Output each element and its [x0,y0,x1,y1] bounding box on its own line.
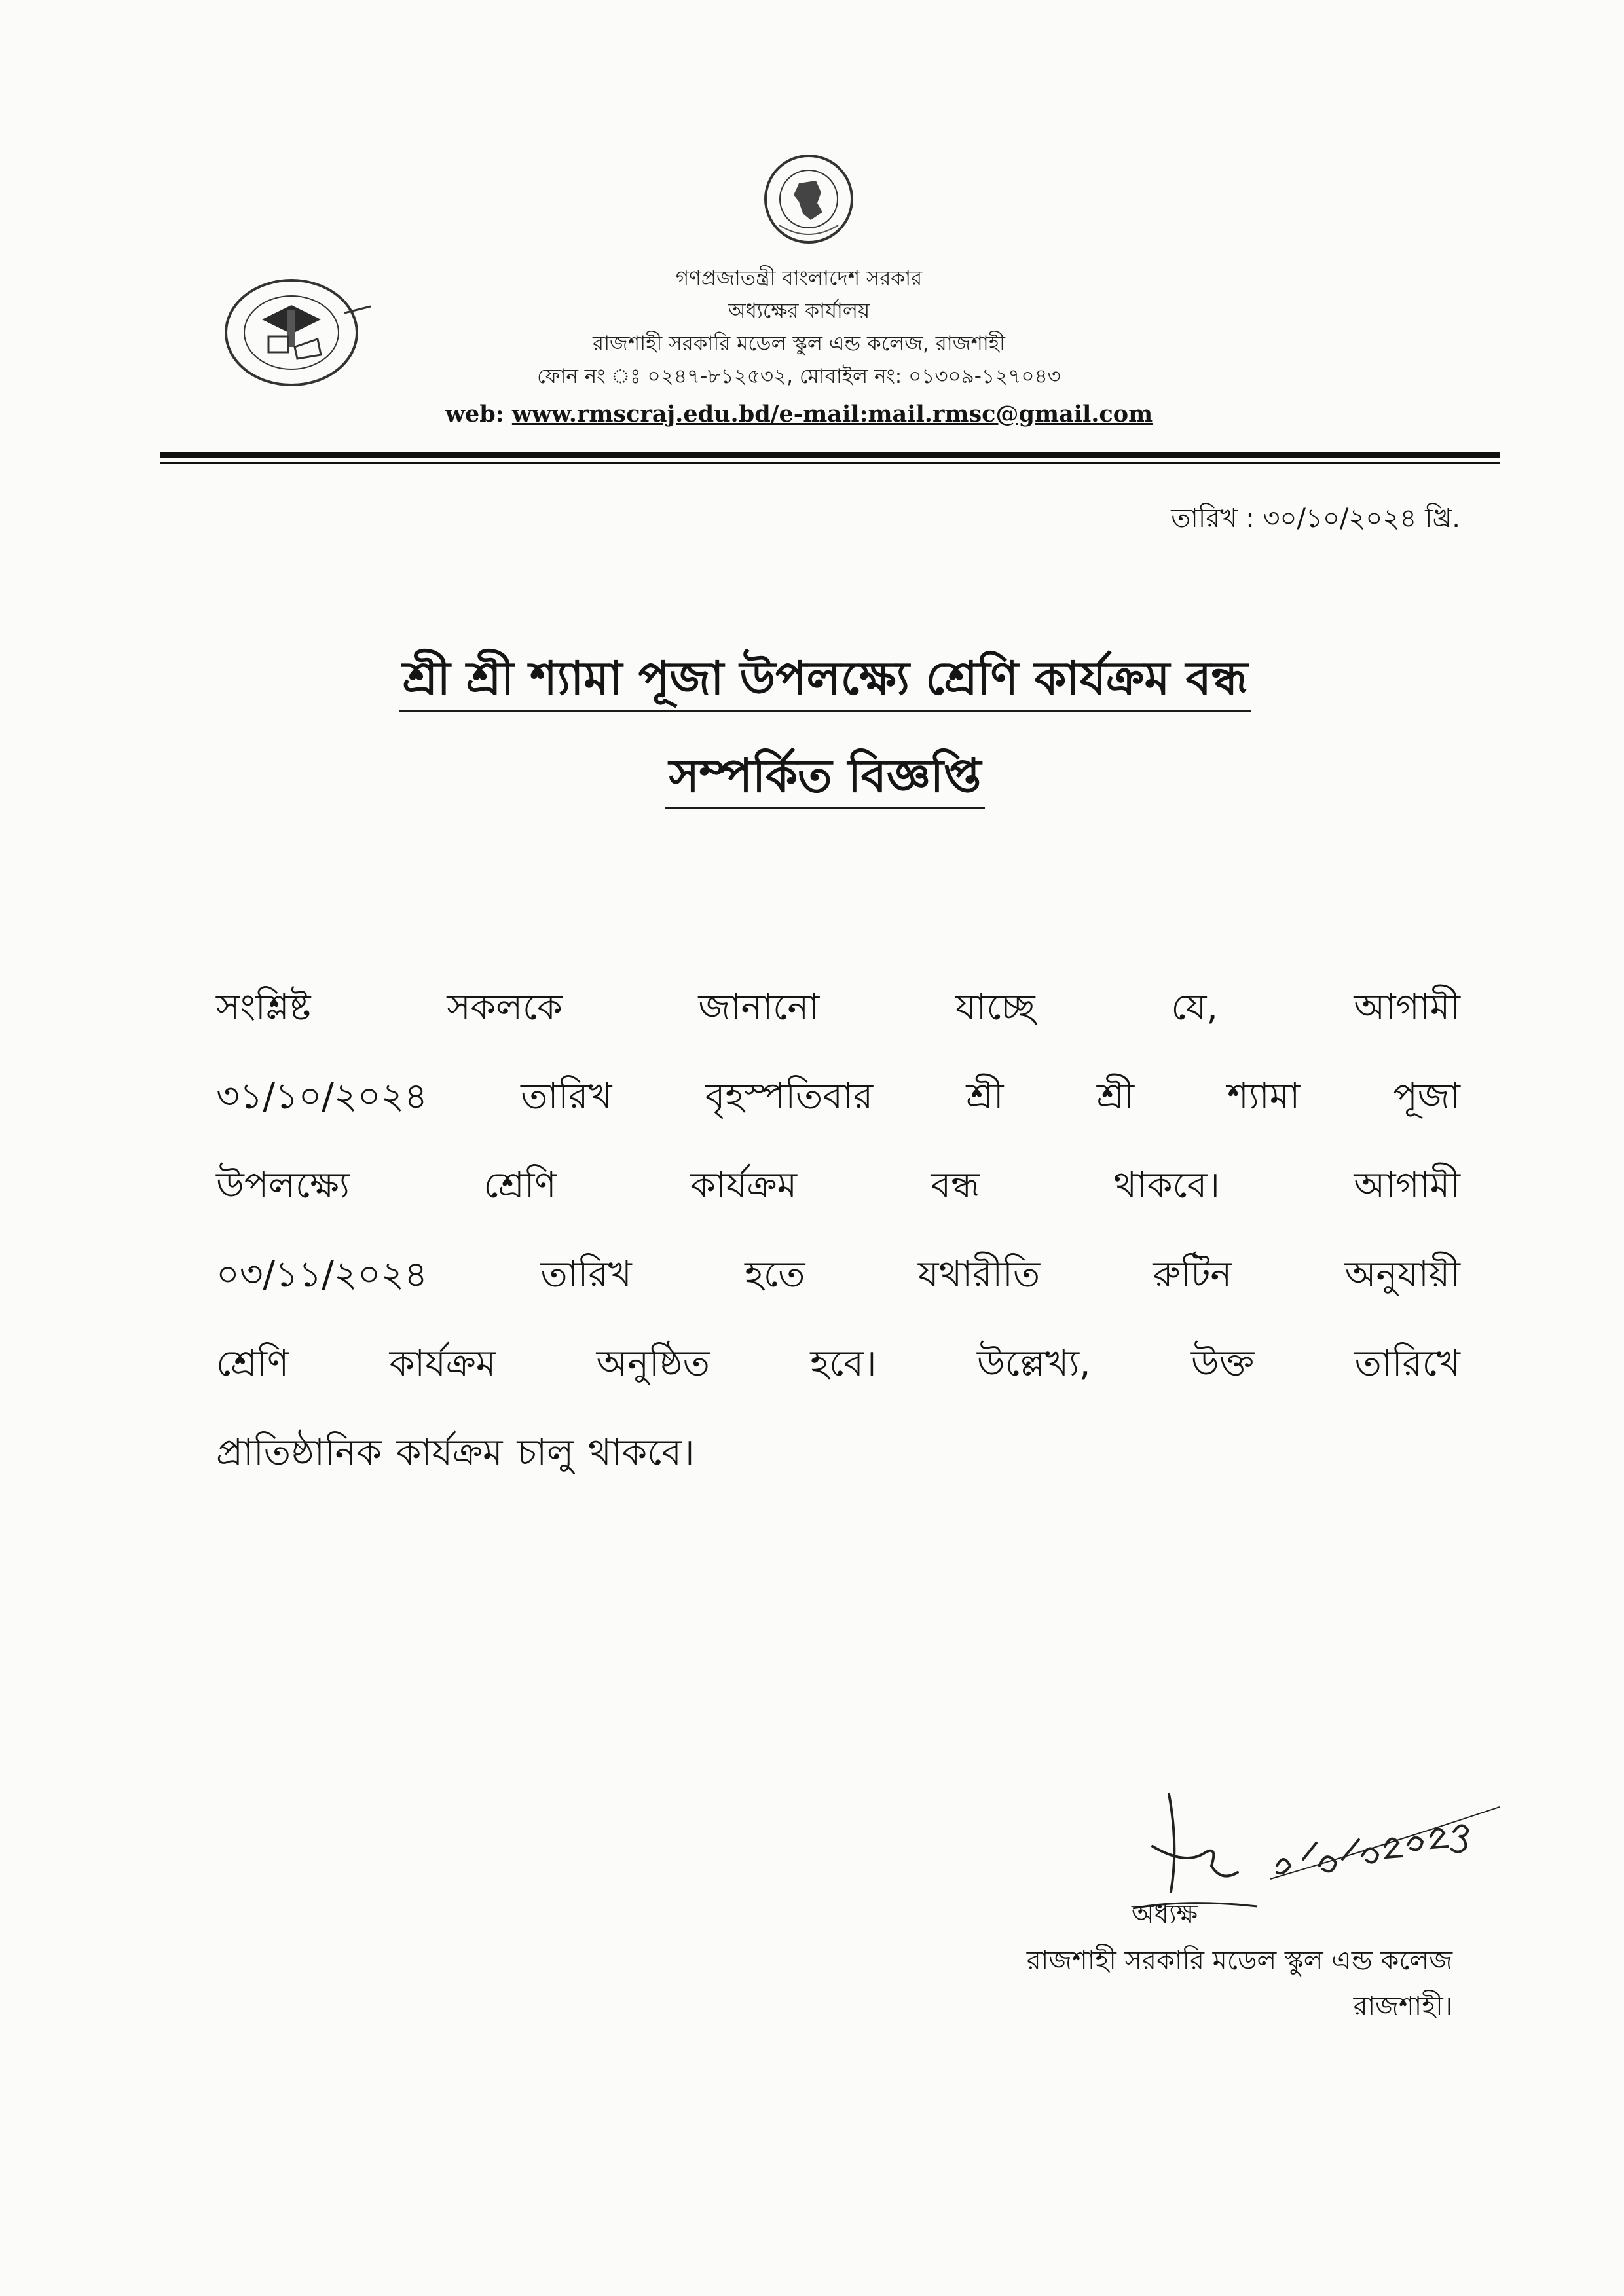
footer-institution: রাজশাহী সরকারি মডেল স্কুল এন্ড কলেজ [1026,1946,1452,1976]
body-word: রুটিন [1153,1253,1232,1295]
body-line [216,1408,1460,1497]
body-word: আগামী [1354,986,1460,1028]
body-word: কার্যক্রম [690,1164,797,1206]
web-email-link[interactable]: www.rmscraj.edu.bd/e-mail:mail.rmsc@gmail.com [511,401,1153,428]
body-word: থাকবে। [588,1431,695,1473]
body-word: শ্রেণি [483,1164,557,1206]
signatory-institution [1027,1938,1452,2030]
body-line [216,1319,1460,1408]
notice-title [183,647,1467,842]
body-word: যথারীতি [917,1253,1041,1295]
contact-numbers: ফোন নং ঃ ০২৪৭-৮১২৫৩২, মোবাইল নং: ০১৩০৯-১২৭০৪৩ [537,365,1061,388]
title-line-1: শ্রী শ্রী শ্যামা পূজা উপলক্ষ্যে শ্রেণি কার্যক্রম বন্ধ [399,647,1251,712]
body-word: তারিখ [521,1075,612,1117]
signatory-title: অধ্যক্ষ [1132,1899,1198,1929]
header-rule-thin [160,462,1500,464]
body-word: বৃহস্পতিবার [705,1075,874,1117]
body-word: যাচ্ছে [955,986,1035,1028]
notice-date: তারিখ : ৩০/১০/২০২৪ খ্রি. [1171,503,1460,534]
body-word: পূজা [1393,1075,1460,1117]
body-word: উপলক্ষ্যে [216,1164,350,1206]
body-word: প্রাতিষ্ঠানিক [216,1431,382,1473]
body-line [216,1230,1460,1319]
title-line-2: সম্পর্কিত বিজ্ঞপ্তি [665,744,986,809]
body-word: অনুষ্ঠিত [596,1342,710,1384]
body-word: শ্রেণি [216,1342,289,1384]
web-email-line [367,395,1231,433]
letterhead [367,262,1231,433]
body-word: অনুযায়ী [1344,1253,1460,1295]
body-word: হবে। [810,1342,877,1384]
body-line [216,1140,1460,1230]
body-word: আগামী [1354,1164,1460,1206]
notice-body [216,962,1460,1497]
body-word: উল্লেখ্য, [976,1342,1091,1384]
body-word: তারিখ [540,1253,632,1295]
institution-name: রাজশাহী সরকারি মডেল স্কুল এন্ড কলেজ, রাজশাহী [593,332,1005,355]
body-word: ০৩/১১/২০২৪ [216,1253,428,1295]
header-rule-thick [160,452,1500,458]
body-word: শ্রী [1096,1075,1135,1117]
body-word: শ্রী [966,1075,1004,1117]
body-line [216,1051,1460,1140]
footer-city: রাজশাহী। [1353,1992,1452,2022]
body-word: হতে [745,1253,805,1295]
body-word: জানানো [698,986,820,1028]
institution-logo-icon [216,274,373,392]
body-word: বন্ধ [931,1164,980,1206]
body-word: চালু [517,1431,574,1473]
body-word: ৩১/১০/২০২৪ [216,1075,428,1117]
body-word: থাকবে। [1113,1164,1220,1206]
body-line [216,962,1460,1051]
government-seal-icon [753,152,864,250]
government-name: গণপ্রজাতন্ত্রী বাংলাদেশ সরকার [675,266,923,290]
body-word: উক্ত [1190,1342,1255,1384]
body-word: সকলকে [447,986,563,1028]
web-label: web: [445,401,504,428]
body-word: তারিখে [1354,1342,1460,1384]
body-word: কার্যক্রম [389,1342,496,1384]
body-word: সংশ্লিষ্ট [216,986,311,1028]
office-name: অধ্যক্ষের কার্যালয় [728,299,870,323]
body-word: যে, [1171,986,1218,1028]
body-word: কার্যক্রম [396,1431,503,1473]
body-word: শ্যামা [1227,1075,1301,1117]
